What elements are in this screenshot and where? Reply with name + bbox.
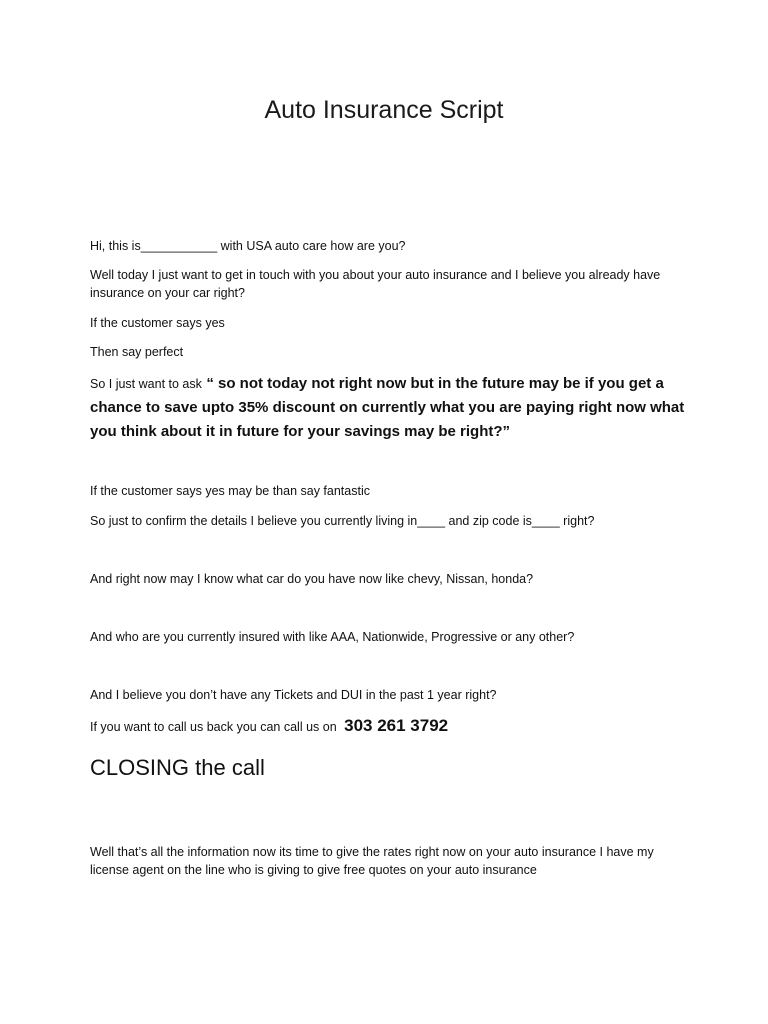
call-back-block xyxy=(90,716,690,736)
closing-paragraph: Well that’s all the information now its time to give the rates right now on your auto insurance I have my license agent on the line who is giving to give free quotes on your auto insurance xyxy=(90,845,654,877)
then-say-perfect-line: Then say perfect xyxy=(90,345,184,359)
document-title: Auto Insurance Script xyxy=(264,96,504,124)
closing-heading: CLOSING the call xyxy=(90,755,265,780)
car-question-line: And right now may I know what car do you have now like chevy, Nissan, honda? xyxy=(90,572,534,586)
tickets-question-line: And I believe you don’t have any Tickets and DUI in the past 1 year right? xyxy=(90,688,497,702)
ask-lead-text: So I just want to ask xyxy=(90,377,202,391)
phone-number: 303 261 3792 xyxy=(344,716,449,735)
fantastic-line: If the customer says yes may be than say fantastic xyxy=(90,484,370,498)
ask-question-block xyxy=(90,372,690,444)
ask-quote-text: “ so not today not right now but in the future may be if you get a chance to save upto 35% discount on currently what you are paying right now what you think about it in future for your savings may be right?” xyxy=(90,375,685,440)
insurer-question-line: And who are you currently insured with like AAA, Nationwide, Progressive or any other? xyxy=(90,630,575,644)
confirm-details-line: So just to confirm the details I believe you currently living in____ and zip code is____ right? xyxy=(90,514,595,528)
if-customer-yes-line: If the customer says yes xyxy=(90,316,225,330)
intro-paragraph: Well today I just want to get in touch with you about your auto insurance and I believe you already have insurance on your car right? xyxy=(90,268,661,300)
call-back-lead: If you want to call us back you can call us on xyxy=(90,720,337,734)
greeting-line: Hi, this is___________ with USA auto care how are you? xyxy=(90,239,406,253)
